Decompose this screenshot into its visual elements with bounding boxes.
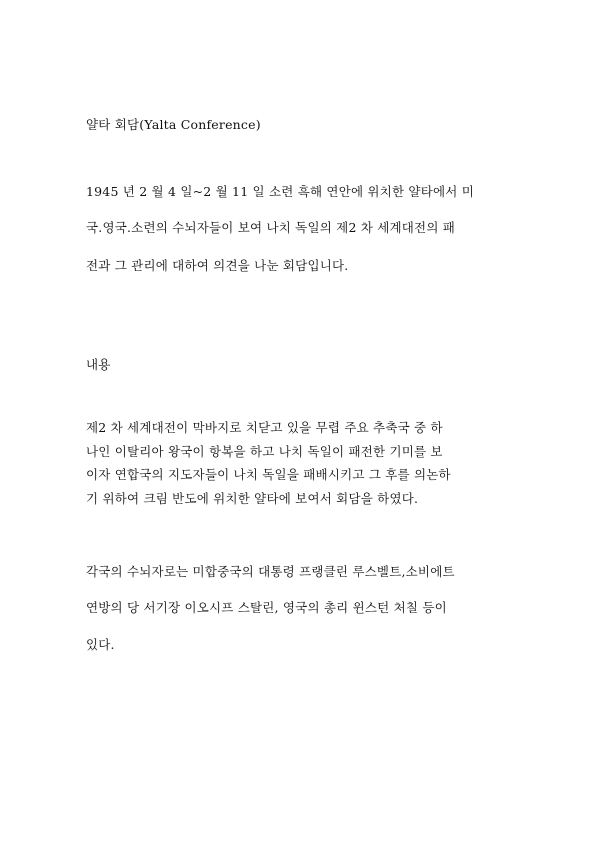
- intro-line-3: 전과 그 관리에 대하여 의견을 나눈 회담입니다.: [86, 258, 349, 273]
- content-p1-line-2: 나인 이탈리아 왕국이 항복을 하고 나치 독일이 패전한 기미를 보: [86, 444, 443, 459]
- section-heading-content: 내용: [86, 357, 111, 372]
- content-p2-line-1: 각국의 수뇌자로는 미합중국의 대통령 프랭클린 루스벨트,소비에트: [86, 564, 455, 579]
- content-p2-line-2: 연방의 당 서기장 이오시프 스탈린, 영국의 총리 윈스턴 처칠 등이: [86, 600, 447, 615]
- content-p1-line-3: 이자 연합국의 지도자들이 나치 독일을 패배시키고 그 후를 의논하: [86, 467, 451, 482]
- content-p1-line-1: 제2 차 세계대전이 막바지로 치닫고 있을 무렵 주요 추축국 중 하: [86, 420, 443, 435]
- document-title: 얄타 회담(Yalta Conference): [86, 117, 261, 132]
- content-p2-line-3: 있다.: [86, 637, 115, 652]
- content-p1-line-4: 기 위하여 크림 반도에 위치한 얄타에 보여서 회담을 하였다.: [86, 491, 419, 506]
- intro-line-2: 국.영국.소련의 수뇌자들이 보여 나치 독일의 제2 차 세계대전의 패: [86, 220, 456, 235]
- intro-line-1: 1945 년 2 월 4 일~2 월 11 일 소련 흑해 연안에 위치한 얄타에서 미: [86, 184, 474, 199]
